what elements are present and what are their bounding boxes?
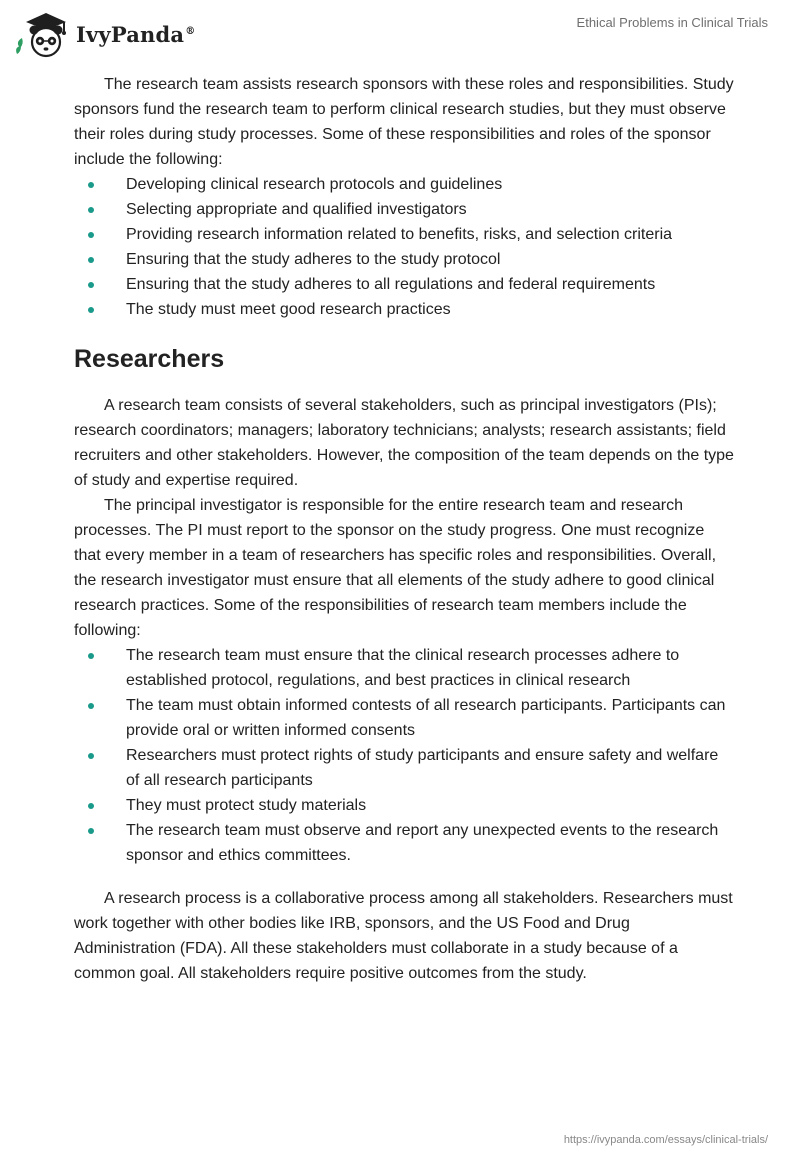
list-item: Ensuring that the study adheres to all regulations and federal requirements: [74, 272, 734, 297]
bullet-icon: [88, 653, 94, 659]
list-item: Developing clinical research protocols and guidelines: [74, 172, 734, 197]
bullet-icon: [88, 753, 94, 759]
source-url[interactable]: https://ivypanda.com/essays/clinical-trials/: [563, 1134, 768, 1146]
researchers-paragraph-2: The principal investigator is responsible for the entire research team and research processes. The PI must report to the sponsor on the study progress. One must recognize that every member in a team of researchers has specific roles and responsibilities. Overall, the research investigator must ensure that all elements of the study adhere to good clinical research practices. Some of the responsibilities of research team members include the following:: [74, 497, 717, 639]
closing-paragraph: A research process is a collaborative process among all stakeholders. Researchers must work together with other bodies like IRB, sponsors, and the US Food and Drug Administration (FDA). All these stakeholders must collaborate in a study because of a common goal. All stakeholders require positive outcomes from the study.: [74, 890, 733, 982]
bullet-icon: [88, 257, 94, 263]
essay-body: [74, 72, 734, 986]
bullet-icon: [88, 232, 94, 238]
bullet-icon: [88, 307, 94, 313]
list-item: Researchers must protect rights of study participants and ensure safety and welfare of all research participants: [74, 743, 734, 793]
list-item: Ensuring that the study adheres to the study protocol: [74, 247, 734, 272]
intro-paragraph: The research team assists research sponsors with these roles and responsibilities. Study sponsors fund the research team to perform clinical research studies, but they must observe their roles during study processes. Some of these responsibilities and roles of the sponsor include the following:: [74, 76, 734, 168]
list-item: Providing research information related to benefits, risks, and selection criteria: [74, 222, 734, 247]
list-item: The research team must ensure that the clinical research processes adhere to established protocol, regulations, and best practices in clinical research: [74, 643, 734, 693]
sponsor-responsibilities-list: [74, 172, 734, 322]
panda-graduate-icon: [14, 8, 72, 58]
bullet-icon: [88, 803, 94, 809]
bullet-icon: [88, 207, 94, 213]
list-item: Selecting appropriate and qualified investigators: [74, 197, 734, 222]
list-item: The research team must observe and report any unexpected events to the research sponsor and ethics committees.: [74, 818, 734, 868]
list-item: The team must obtain informed contests of all research participants. Participants can provide oral or written informed consents: [74, 693, 734, 743]
brand-name: IvyPanda®: [76, 21, 196, 47]
list-item: The study must meet good research practices: [74, 297, 734, 322]
bullet-icon: [88, 703, 94, 709]
document-title: Ethical Problems in Clinical Trials: [576, 15, 768, 30]
bullet-icon: [88, 828, 94, 834]
team-responsibilities-list: [74, 643, 734, 868]
bullet-icon: [88, 182, 94, 188]
ivypanda-logo[interactable]: [14, 8, 195, 58]
page-header: [0, 0, 800, 70]
list-item: They must protect study materials: [74, 793, 734, 818]
bullet-icon: [88, 282, 94, 288]
researchers-paragraph-1: A research team consists of several stakeholders, such as principal investigators (PIs); research coordinators; managers; laboratory technicians; analysts; research assistants; field recruiters and other stakeholders. However, the composition of the team depends on the type of study and expertise required.: [74, 397, 734, 489]
section-heading-researchers: Researchers: [74, 345, 225, 373]
